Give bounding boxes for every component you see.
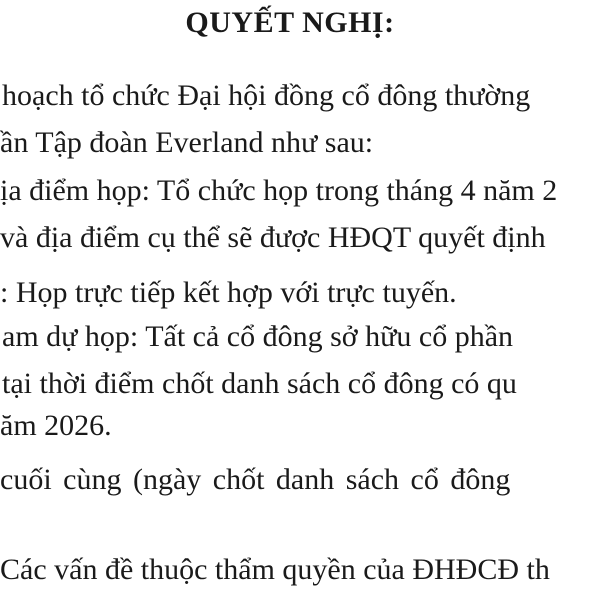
text-line-4: và địa điểm cụ thể sẽ được HĐQT quyết định [0,221,546,254]
text-line-6: am dự họp: Tất cả cổ đông sở hữu cổ phần [2,320,514,353]
text-line-2: ần Tập đoàn Everland như sau: [0,126,374,159]
text-line-8: ăm 2026. [0,409,112,442]
text-line-3: ịa điểm họp: Tổ chức họp trong tháng 4 năm 2 [0,174,558,207]
text-line-7: tại thời điểm chốt danh sách cổ đông có qu [2,367,517,400]
text-line-1: hoạch tổ chức Đại hội đồng cổ đông thường [2,79,531,112]
text-line-10: Các vấn đề thuộc thẩm quyền của ĐHĐCĐ th [0,553,550,586]
text-line-5: : Họp trực tiếp kết hợp với trực tuyến. [0,276,457,309]
resolution-heading: QUYẾT NGHỊ: [185,6,395,39]
text-line-9: cuối cùng (ngày chốt danh sách cổ đông [0,463,511,496]
